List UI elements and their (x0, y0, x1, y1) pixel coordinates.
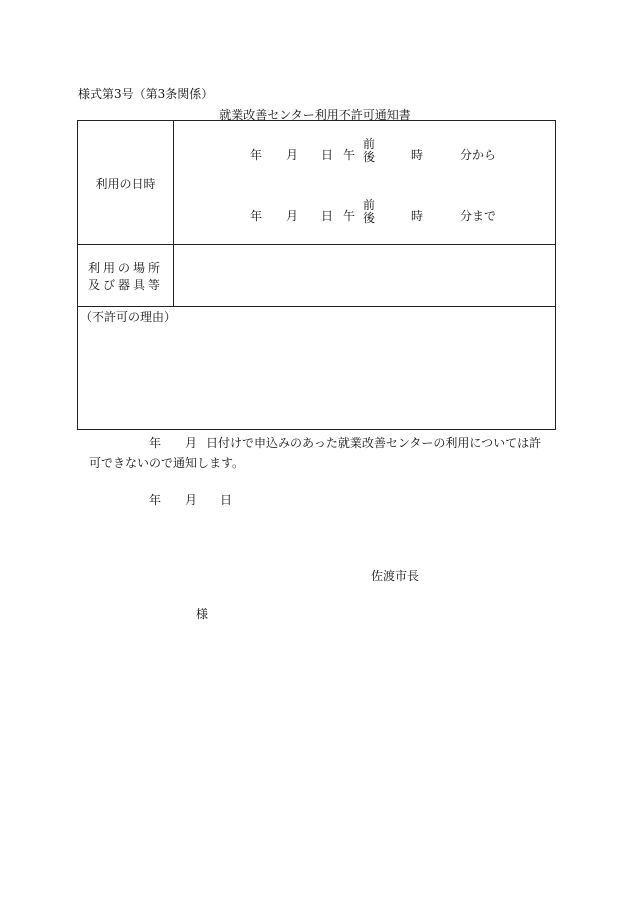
document-title: 就業改善センター利用不許可通知書 (219, 108, 411, 122)
date-month-unit: 月 (185, 493, 198, 507)
from-pm-label: 後 (363, 150, 376, 164)
datetime-label: 利用の日時 (95, 177, 156, 191)
body-text-line1: 日付けで申込みのあった就業改善センターの利用については許 (206, 436, 542, 450)
to-am-label: 前 (363, 198, 376, 212)
from-day-unit: 日 (321, 148, 334, 162)
row-divider-place (78, 306, 555, 307)
datetime-from-row (173, 138, 556, 168)
body-year-unit: 年 (149, 436, 162, 450)
from-gozen-unit: 午 (343, 148, 356, 162)
from-minute-suffix: 分から (460, 148, 497, 162)
datetime-to-row (173, 199, 556, 229)
sender-name: 佐渡市長 (371, 569, 420, 583)
from-year-unit: 年 (250, 148, 263, 162)
to-day-unit: 日 (321, 209, 334, 223)
place-label-line1: 利用の場所 (87, 261, 163, 275)
body-text-line2: 可できないので通知します。 (89, 456, 245, 470)
to-minute-suffix: 分まで (460, 209, 497, 223)
to-pm-label: 後 (363, 211, 376, 225)
to-year-unit: 年 (250, 209, 263, 223)
form-table (77, 120, 556, 430)
to-month-unit: 月 (286, 209, 299, 223)
reason-label: （不許可の理由） (80, 310, 177, 324)
from-month-unit: 月 (286, 148, 299, 162)
date-day-unit: 日 (220, 493, 233, 507)
place-label-line2: 及び器具等 (87, 278, 163, 292)
body-month-unit: 月 (185, 436, 198, 450)
row-divider-datetime (78, 244, 555, 245)
date-year-unit: 年 (149, 493, 162, 507)
form-number: 様式第3号（第3条関係） (78, 87, 214, 101)
from-ampm-choice (363, 138, 375, 164)
from-hour-unit: 時 (411, 148, 424, 162)
to-hour-unit: 時 (411, 209, 424, 223)
to-ampm-choice (363, 199, 375, 225)
place-label (78, 260, 173, 294)
recipient-suffix: 様 (196, 607, 209, 621)
to-gozen-unit: 午 (343, 209, 356, 223)
from-am-label: 前 (363, 137, 376, 151)
